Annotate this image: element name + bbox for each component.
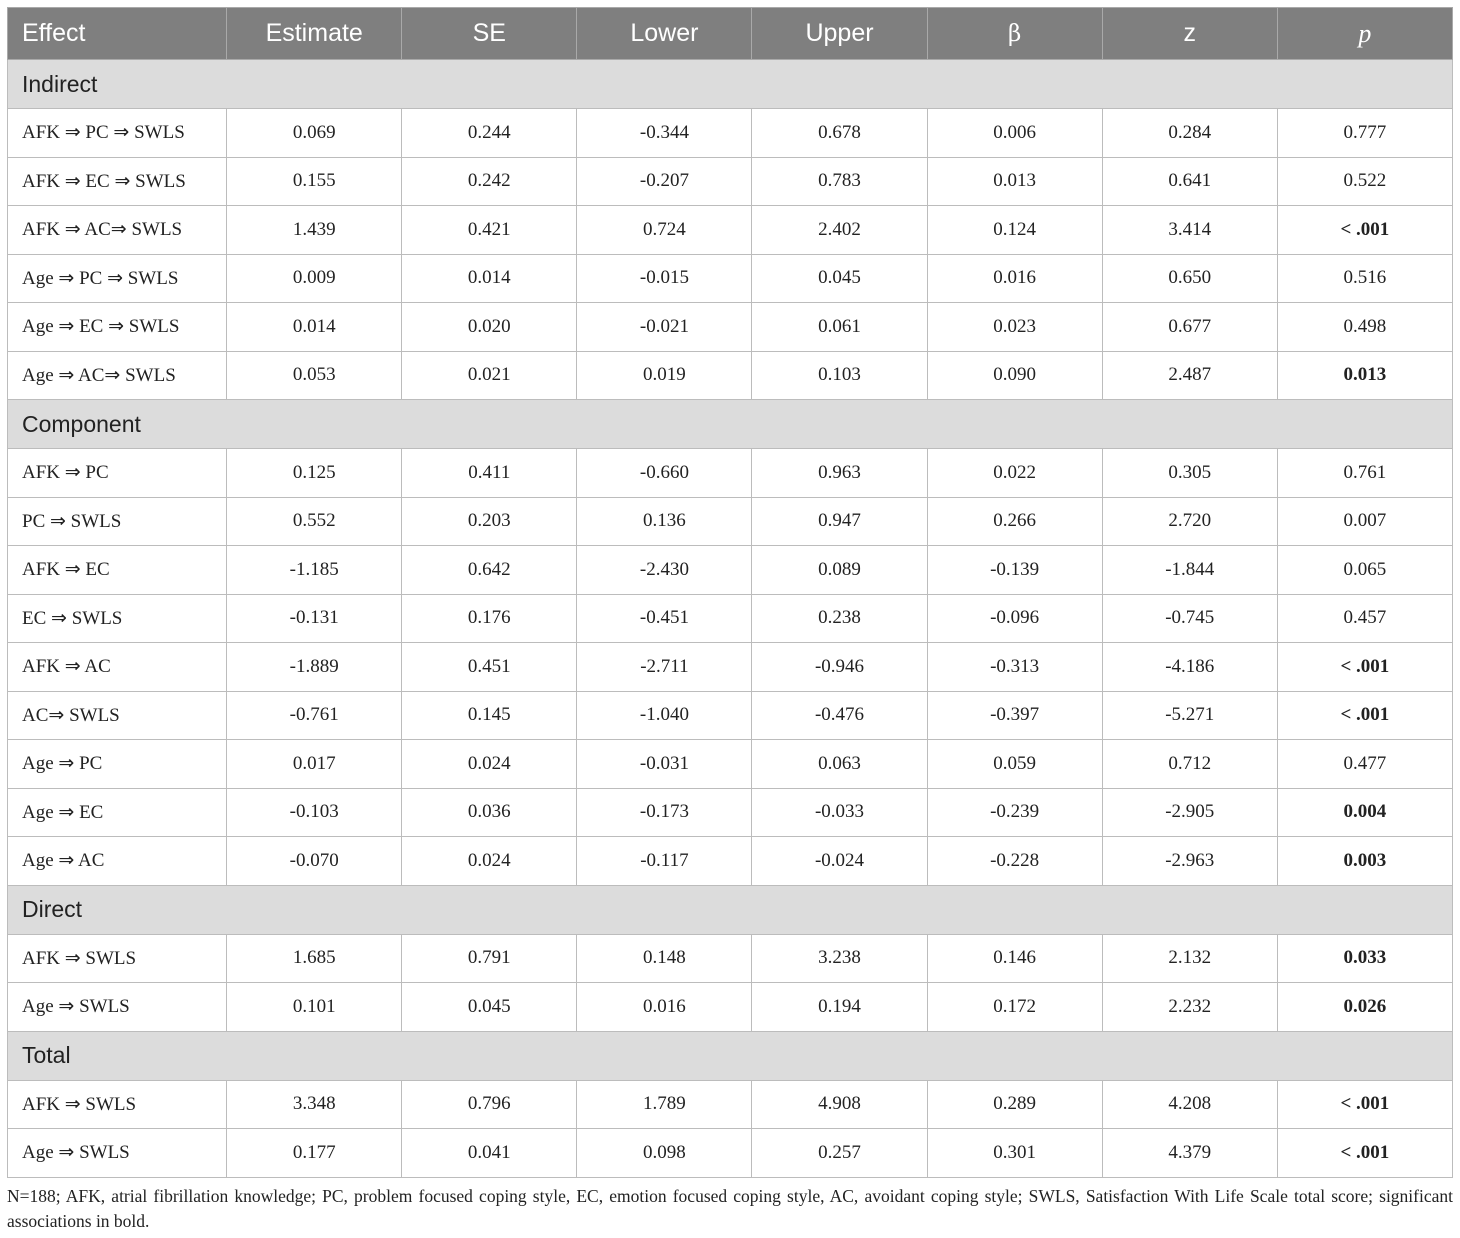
value-cell: 0.016 (577, 983, 752, 1032)
value-cell: 0.791 (402, 934, 577, 983)
effect-cell: AFK ⇒ PC (8, 449, 227, 498)
table-row (8, 1129, 1453, 1178)
value-cell: 0.136 (577, 497, 752, 546)
value-cell: -0.096 (927, 594, 1102, 643)
value-cell: 1.789 (577, 1080, 752, 1129)
value-cell: -0.031 (577, 740, 752, 789)
table-row (8, 109, 1453, 158)
table-row (8, 837, 1453, 886)
header-estimate: Estimate (227, 8, 402, 60)
section-row (8, 60, 1453, 109)
value-cell: 0.516 (1277, 254, 1452, 303)
value-cell: -0.021 (577, 303, 752, 352)
table-row (8, 1080, 1453, 1129)
value-cell: 0.021 (402, 351, 577, 400)
value-cell: 0.194 (752, 983, 927, 1032)
value-cell: 0.006 (927, 109, 1102, 158)
header-p: p (1277, 8, 1452, 60)
table-row (8, 546, 1453, 595)
value-cell: 0.305 (1102, 449, 1277, 498)
header-effect: Effect (8, 8, 227, 60)
section-title: Indirect (8, 60, 1453, 109)
table-container (7, 7, 1453, 1178)
value-cell: -0.451 (577, 594, 752, 643)
table-row (8, 740, 1453, 789)
value-cell: 0.266 (927, 497, 1102, 546)
value-cell: -0.173 (577, 788, 752, 837)
value-cell: 0.712 (1102, 740, 1277, 789)
effect-cell: Age ⇒ EC ⇒ SWLS (8, 303, 227, 352)
value-cell: -0.761 (227, 691, 402, 740)
value-cell: 2.487 (1102, 351, 1277, 400)
value-cell: 0.177 (227, 1129, 402, 1178)
value-cell: 2.232 (1102, 983, 1277, 1032)
value-cell: -0.660 (577, 449, 752, 498)
header-lower: Lower (577, 8, 752, 60)
value-cell: 0.053 (227, 351, 402, 400)
value-cell: 0.148 (577, 934, 752, 983)
value-cell: 0.065 (1277, 546, 1452, 595)
value-cell: < .001 (1277, 643, 1452, 692)
value-cell: < .001 (1277, 1080, 1452, 1129)
value-cell: -0.476 (752, 691, 927, 740)
value-cell: 0.783 (752, 157, 927, 206)
value-cell: -1.844 (1102, 546, 1277, 595)
effect-cell: AFK ⇒ EC (8, 546, 227, 595)
value-cell: 0.947 (752, 497, 927, 546)
value-cell: -0.207 (577, 157, 752, 206)
effect-cell: Age ⇒ SWLS (8, 1129, 227, 1178)
value-cell: 0.457 (1277, 594, 1452, 643)
value-cell: 1.685 (227, 934, 402, 983)
value-cell: 1.439 (227, 206, 402, 255)
value-cell: 3.348 (227, 1080, 402, 1129)
value-cell: -2.963 (1102, 837, 1277, 886)
table-row (8, 303, 1453, 352)
value-cell: 0.026 (1277, 983, 1452, 1032)
effect-cell: EC ⇒ SWLS (8, 594, 227, 643)
value-cell: 0.019 (577, 351, 752, 400)
value-cell: 0.069 (227, 109, 402, 158)
header-beta: β (927, 8, 1102, 60)
value-cell: 0.963 (752, 449, 927, 498)
value-cell: -0.397 (927, 691, 1102, 740)
value-cell: 0.024 (402, 740, 577, 789)
value-cell: < .001 (1277, 691, 1452, 740)
value-cell: -1.889 (227, 643, 402, 692)
table-row (8, 788, 1453, 837)
value-cell: 0.284 (1102, 109, 1277, 158)
value-cell: 0.090 (927, 351, 1102, 400)
effect-cell: AFK ⇒ EC ⇒ SWLS (8, 157, 227, 206)
value-cell: 0.477 (1277, 740, 1452, 789)
value-cell: 0.017 (227, 740, 402, 789)
value-cell: 0.238 (752, 594, 927, 643)
value-cell: 0.146 (927, 934, 1102, 983)
value-cell: 0.033 (1277, 934, 1452, 983)
effect-cell: Age ⇒ AC⇒ SWLS (8, 351, 227, 400)
header-upper: Upper (752, 8, 927, 60)
table-row (8, 594, 1453, 643)
value-cell: 0.098 (577, 1129, 752, 1178)
value-cell: 2.402 (752, 206, 927, 255)
value-cell: 0.059 (927, 740, 1102, 789)
value-cell: 0.642 (402, 546, 577, 595)
value-cell: 0.045 (752, 254, 927, 303)
value-cell: 0.678 (752, 109, 927, 158)
value-cell: 0.024 (402, 837, 577, 886)
effect-cell: Age ⇒ AC (8, 837, 227, 886)
value-cell: 0.045 (402, 983, 577, 1032)
value-cell: 0.014 (227, 303, 402, 352)
value-cell: -0.131 (227, 594, 402, 643)
value-cell: 0.124 (927, 206, 1102, 255)
value-cell: 0.022 (927, 449, 1102, 498)
effect-cell: Age ⇒ PC (8, 740, 227, 789)
value-cell: 0.061 (752, 303, 927, 352)
effect-cell: Age ⇒ PC ⇒ SWLS (8, 254, 227, 303)
value-cell: 0.777 (1277, 109, 1452, 158)
effect-cell: Age ⇒ SWLS (8, 983, 227, 1032)
section-row (8, 400, 1453, 449)
value-cell: 0.421 (402, 206, 577, 255)
value-cell: 0.009 (227, 254, 402, 303)
effect-cell: AFK ⇒ AC (8, 643, 227, 692)
table-row (8, 206, 1453, 255)
value-cell: -2.711 (577, 643, 752, 692)
value-cell: 0.063 (752, 740, 927, 789)
value-cell: 0.411 (402, 449, 577, 498)
section-title: Total (8, 1031, 1453, 1080)
table-row (8, 157, 1453, 206)
value-cell: -0.024 (752, 837, 927, 886)
value-cell: 0.451 (402, 643, 577, 692)
value-cell: -0.946 (752, 643, 927, 692)
value-cell: 3.414 (1102, 206, 1277, 255)
header-z: z (1102, 8, 1277, 60)
effect-cell: AC⇒ SWLS (8, 691, 227, 740)
value-cell: 0.125 (227, 449, 402, 498)
value-cell: 0.172 (927, 983, 1102, 1032)
value-cell: -0.015 (577, 254, 752, 303)
value-cell: -1.040 (577, 691, 752, 740)
value-cell: 0.650 (1102, 254, 1277, 303)
value-cell: 0.020 (402, 303, 577, 352)
value-cell: -2.905 (1102, 788, 1277, 837)
value-cell: 0.289 (927, 1080, 1102, 1129)
value-cell: 0.007 (1277, 497, 1452, 546)
value-cell: 0.003 (1277, 837, 1452, 886)
effect-cell: AFK ⇒ SWLS (8, 1080, 227, 1129)
value-cell: 0.641 (1102, 157, 1277, 206)
value-cell: 4.908 (752, 1080, 927, 1129)
mediation-results-table (7, 7, 1453, 1178)
value-cell: -0.103 (227, 788, 402, 837)
value-cell: -0.139 (927, 546, 1102, 595)
value-cell: 0.041 (402, 1129, 577, 1178)
value-cell: 0.522 (1277, 157, 1452, 206)
value-cell: 3.238 (752, 934, 927, 983)
value-cell: 0.004 (1277, 788, 1452, 837)
value-cell: -2.430 (577, 546, 752, 595)
value-cell: -0.344 (577, 109, 752, 158)
table-row (8, 643, 1453, 692)
value-cell: 0.203 (402, 497, 577, 546)
value-cell: -0.117 (577, 837, 752, 886)
value-cell: 0.552 (227, 497, 402, 546)
table-row (8, 497, 1453, 546)
value-cell: -0.228 (927, 837, 1102, 886)
value-cell: 0.724 (577, 206, 752, 255)
value-cell: 0.013 (1277, 351, 1452, 400)
table-footnote: N=188; AFK, atrial fibrillation knowledge; PC, problem focused coping style, EC, emotion focused coping style, AC, avoidant coping style; SWLS, Satisfaction With Life Scale total score; significant associations in bold. (7, 1186, 1453, 1231)
header-row (8, 8, 1453, 60)
effect-cell: AFK ⇒ PC ⇒ SWLS (8, 109, 227, 158)
value-cell: 0.103 (752, 351, 927, 400)
value-cell: 0.036 (402, 788, 577, 837)
table-row (8, 934, 1453, 983)
header-se: SE (402, 8, 577, 60)
table-row (8, 254, 1453, 303)
value-cell: 0.257 (752, 1129, 927, 1178)
value-cell: 0.244 (402, 109, 577, 158)
table-row (8, 983, 1453, 1032)
value-cell: -0.745 (1102, 594, 1277, 643)
section-title: Direct (8, 885, 1453, 934)
value-cell: 0.242 (402, 157, 577, 206)
value-cell: 0.013 (927, 157, 1102, 206)
table-body (8, 60, 1453, 1178)
value-cell: -0.070 (227, 837, 402, 886)
value-cell: 4.208 (1102, 1080, 1277, 1129)
value-cell: 0.101 (227, 983, 402, 1032)
value-cell: 0.761 (1277, 449, 1452, 498)
section-row (8, 1031, 1453, 1080)
value-cell: 0.796 (402, 1080, 577, 1129)
value-cell: -5.271 (1102, 691, 1277, 740)
value-cell: -0.239 (927, 788, 1102, 837)
effect-cell: Age ⇒ EC (8, 788, 227, 837)
value-cell: 4.379 (1102, 1129, 1277, 1178)
value-cell: 0.176 (402, 594, 577, 643)
value-cell: -0.313 (927, 643, 1102, 692)
effect-cell: AFK ⇒ SWLS (8, 934, 227, 983)
table-row (8, 351, 1453, 400)
value-cell: -0.033 (752, 788, 927, 837)
section-title: Component (8, 400, 1453, 449)
value-cell: < .001 (1277, 206, 1452, 255)
value-cell: 0.498 (1277, 303, 1452, 352)
value-cell: 0.016 (927, 254, 1102, 303)
value-cell: 0.301 (927, 1129, 1102, 1178)
effect-cell: PC ⇒ SWLS (8, 497, 227, 546)
value-cell: 0.155 (227, 157, 402, 206)
value-cell: < .001 (1277, 1129, 1452, 1178)
value-cell: -4.186 (1102, 643, 1277, 692)
value-cell: 0.677 (1102, 303, 1277, 352)
section-row (8, 885, 1453, 934)
value-cell: 2.720 (1102, 497, 1277, 546)
value-cell: 0.023 (927, 303, 1102, 352)
value-cell: 0.014 (402, 254, 577, 303)
value-cell: 2.132 (1102, 934, 1277, 983)
value-cell: 0.145 (402, 691, 577, 740)
effect-cell: AFK ⇒ AC⇒ SWLS (8, 206, 227, 255)
table-row (8, 449, 1453, 498)
table-row (8, 691, 1453, 740)
value-cell: 0.089 (752, 546, 927, 595)
value-cell: -1.185 (227, 546, 402, 595)
